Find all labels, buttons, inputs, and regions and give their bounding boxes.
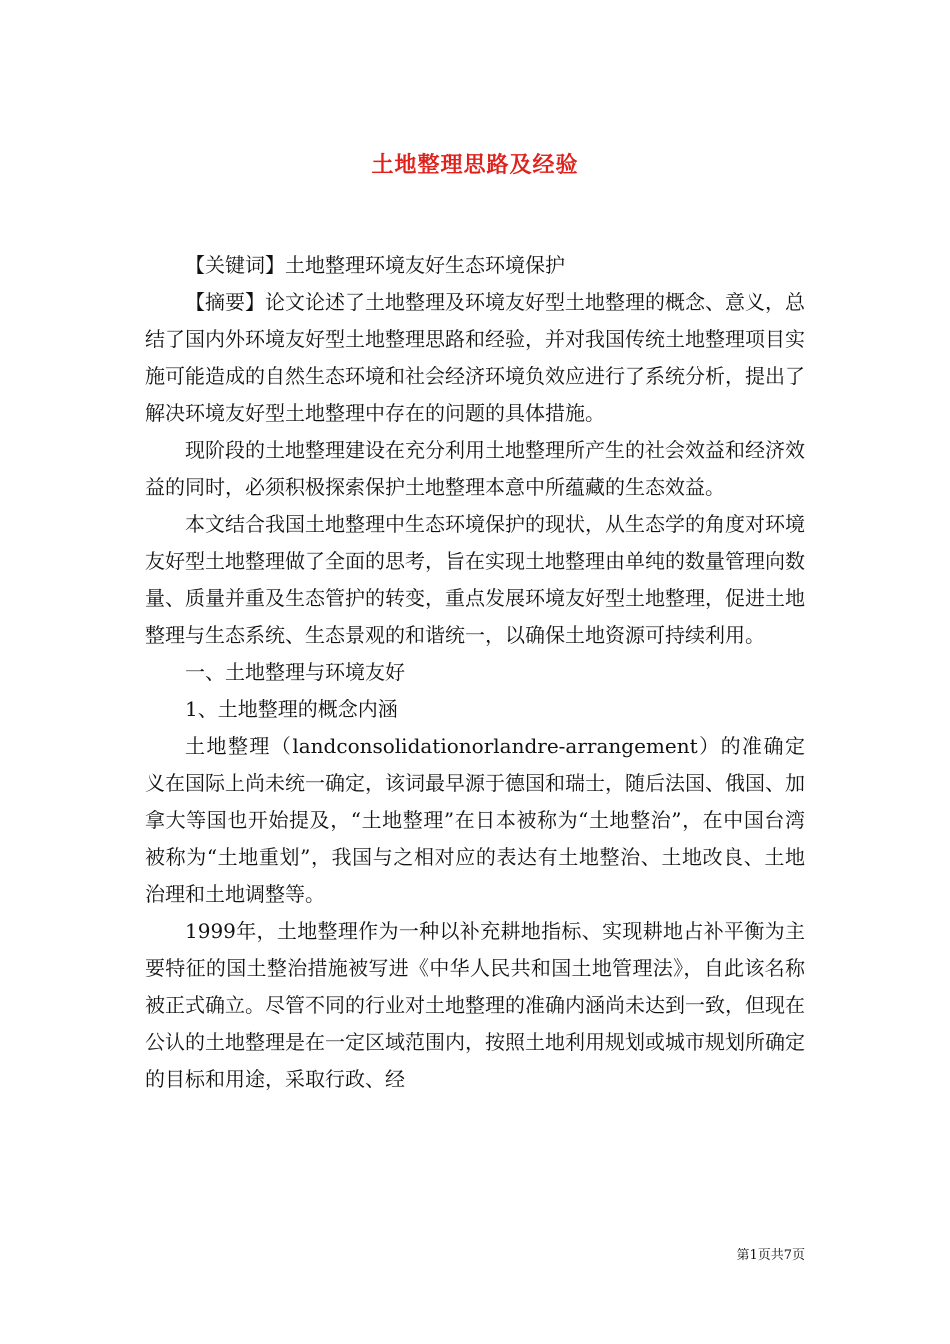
body-paragraph: 1999年，土地整理作为一种以补充耕地指标、实现耕地占补平衡为主要特征的国土整治措施被写进《中华人民共和国土地管理法》，自此该名称被正式确立。尽管不同的行业对土地整理的准确内涵尚未达到一致，但现在公认的土地整理是在一定区域范围内，按照土地利用规划或城市规划所确定的目标和用途，采取行政、经	[145, 919, 805, 1091]
abstract-paragraph: 【摘要】论文论述了土地整理及环境友好型土地整理的概念、意义，总结了国内外环境友好型土地整理思路和经验，并对我国传统土地整理项目实施可能造成的自然生态环境和社会经济环境负效应进行了系统分析，提出了解决环境友好型土地整理中存在的问题的具体措施。	[145, 290, 805, 425]
document-title: 土地整理思路及经验	[371, 151, 579, 178]
section-heading: 一、土地整理与环境友好	[185, 660, 405, 684]
body-paragraph: 土地整理（landconsolidationorlandre-arrangement）的准确定义在国际上尚未统一确定，该词最早源于德国和瑞士，随后法国、俄国、加拿大等国也开始提及，“土地整理”在日本被称为“土地整治”，在中国台湾被称为“土地重划”，我国与之相对应的表达有土地整治、土地改良、土地治理和土地调整等。	[145, 734, 805, 906]
body-paragraph: 现阶段的土地整理建设在充分利用土地整理所产生的社会效益和经济效益的同时，必须积极探索保护土地整理本意中所蕴藏的生态效益。	[145, 438, 805, 499]
subsection-heading: 1、土地整理的概念内涵	[185, 697, 398, 721]
keywords-paragraph: 【关键词】土地整理环境友好生态环境保护	[185, 253, 565, 277]
page-number-footer: 第1页共7页	[736, 1248, 805, 1263]
body-paragraph: 本文结合我国土地整理中生态环境保护的现状，从生态学的角度对环境友好型土地整理做了全面的思考，旨在实现土地整理由单纯的数量管理向数量、质量并重及生态管护的转变，重点发展环境友好型土地整理，促进土地整理与生态系统、生态景观的和谐统一，以确保土地资源可持续利用。	[145, 512, 805, 647]
document-body	[145, 247, 805, 1098]
